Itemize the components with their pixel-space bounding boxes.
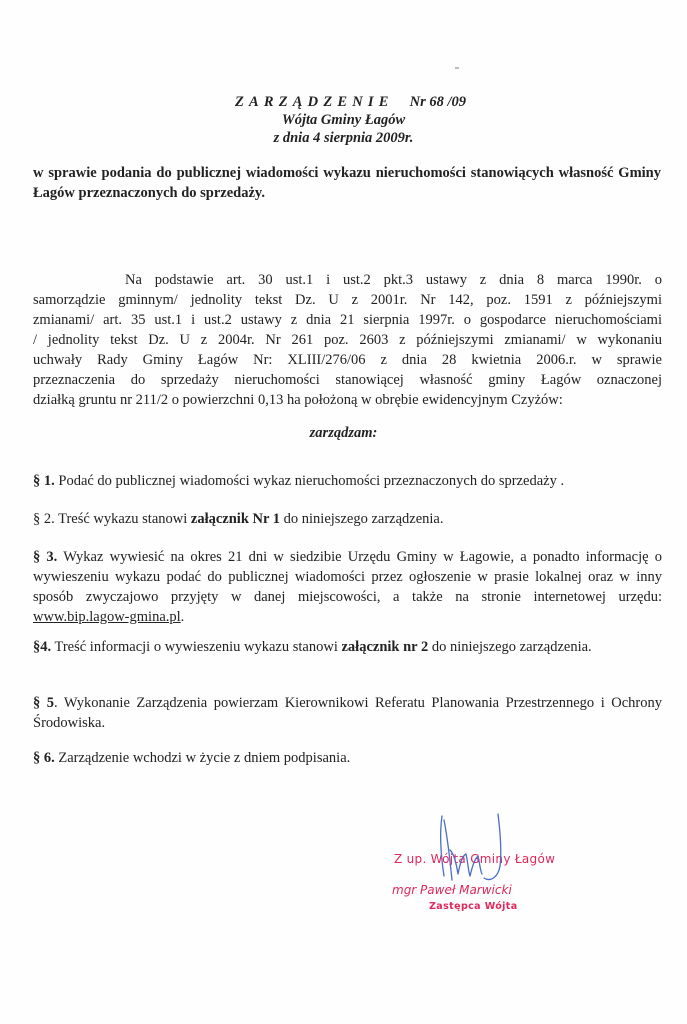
intro-paragraph xyxy=(33,270,662,410)
section-2 xyxy=(33,509,662,529)
document-header xyxy=(0,93,687,147)
handwritten-signature xyxy=(420,810,520,890)
section-text: Podać do publicznej wiadomości wykaz nieruchomości przeznaczonych do sprzedaży . xyxy=(54,473,565,489)
section-text: Wykaz wywiesić na okres 21 dni w siedzibie Urzędu Gminy w Łagowie, a ponadto informację o wywieszeniu wykazu podać do publicznej wiadomości przez ogłoszenie w prasie lokalnej oraz w inny sposób zwyczajowo przyjęty w danej miejscowości, a także na stronie internetowej urzędu: xyxy=(33,549,663,605)
section-mark: §4. xyxy=(33,639,52,655)
stamp-position: Zastępca Wójta xyxy=(429,901,518,912)
section-6 xyxy=(33,748,662,768)
intro-line: Na podstawie art. 30 ust.1 i ust.2 pkt.3 ustawy z dnia 8 marca 1990r. o xyxy=(125,272,662,288)
signature-stroke xyxy=(484,814,501,880)
signature-stroke xyxy=(478,856,482,874)
section-text: Zarządzenie wchodzi w życie z dniem podpisania. xyxy=(54,750,351,766)
section-text: do niniejszego zarządzenia. xyxy=(280,511,444,527)
section-text: do niniejszego zarządzenia. xyxy=(428,639,592,655)
section-text: Treść informacji o wywieszeniu wykazu stanowi xyxy=(51,639,342,655)
title-word: ZARZĄDZENIE xyxy=(234,94,394,110)
section-text: Treść wykazu stanowi xyxy=(54,511,191,527)
document-number: Nr 68 /09 xyxy=(409,94,467,110)
document-subject: w sprawie podania do publicznej wiadomości wykazu nieruchomości stanowiących własność Gminy Łagów przeznaczonych do sprzedaży. xyxy=(33,165,661,201)
document-title xyxy=(0,93,687,111)
attachment-reference: załącznik Nr 1 xyxy=(190,511,281,527)
signature-stroke xyxy=(441,816,444,876)
signature-block xyxy=(380,810,600,920)
section-mark: § 5 xyxy=(33,695,55,711)
section-mark: § 6. xyxy=(33,750,55,766)
section-mark: § 2. xyxy=(33,511,55,527)
stamp-authorization: Z up. Wójta Gminy Łagów xyxy=(394,852,556,866)
signature-stroke xyxy=(466,854,478,876)
intro-line: zmianami/ art. 35 ust.1 i ust.2 ustawy z dnia 21 sierpnia 1997r. o gospodarce nieruchomościami xyxy=(33,312,662,328)
intro-line: samorządzie gminnym/ jednolity tekst Dz. U z 2001r. Nr 142, poz. 1591 z późniejszymi xyxy=(33,292,662,308)
intro-line: uchwały Rady Gminy Łagów Nr: XLIII/276/06 z dnia 28 kwietnia 2006.r. w sprawie xyxy=(33,352,662,368)
section-mark: § 3. xyxy=(33,549,58,565)
attachment-reference: załącznik nr 2 xyxy=(341,639,429,655)
intro-line: działką gruntu nr 211/2 o powierzchni 0,13 ha położoną w obrębie ewidencyjnym Czyżów: xyxy=(33,392,563,408)
intro-line: przeznaczenia do sprzedaży nieruchomości stanowiącej własność gminy Łagów oznaczonej xyxy=(33,372,662,388)
stamp-name: mgr Paweł Marwicki xyxy=(392,883,512,897)
section-1 xyxy=(33,471,662,491)
section-4 xyxy=(33,637,662,657)
section-5 xyxy=(33,693,662,733)
section-3 xyxy=(33,547,662,627)
section-text-end: . xyxy=(180,609,185,625)
document-issuer: Wójta Gminy Łagów xyxy=(281,112,406,128)
section-text: . Wykonanie Zarządzenia powierzam Kierownikowi Referatu Planowania Przestrzennego i Ochrony Środowiska. xyxy=(33,695,662,731)
scan-speck xyxy=(455,67,459,69)
section-mark: § 1. xyxy=(33,473,55,489)
signature-stroke xyxy=(450,850,466,874)
intro-line: / jednolity tekst Dz. U z 2004r. Nr 261 poz. 2603 z późniejszymi zmianami/ w wykonaniu xyxy=(33,332,662,348)
decree-word: zarządzam: xyxy=(309,425,378,441)
document-date: z dnia 4 sierpnia 2009r. xyxy=(273,130,414,146)
website-link[interactable]: www.bip.lagow-gmina.pl xyxy=(33,609,181,625)
